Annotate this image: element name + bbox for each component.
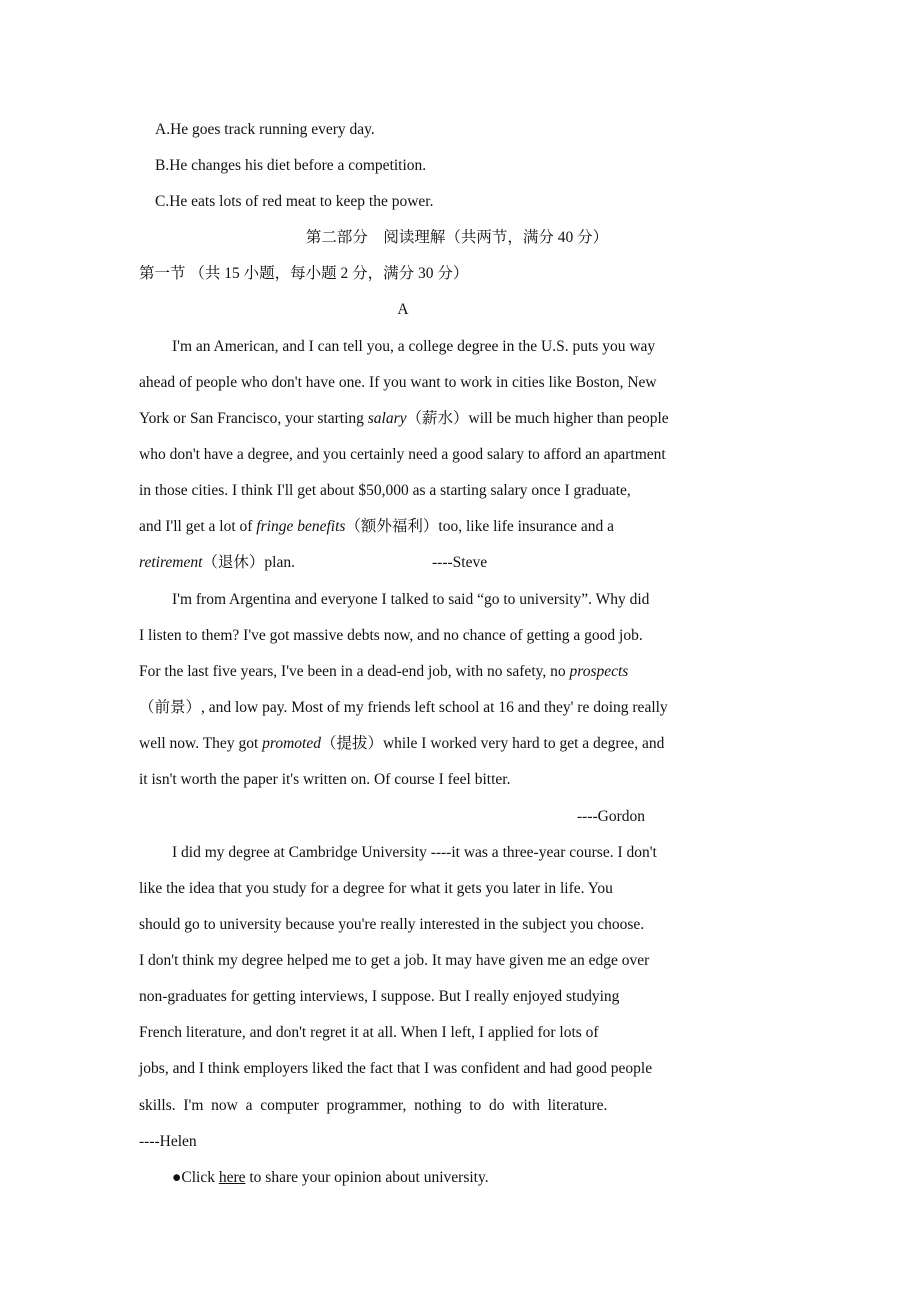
- passage-line: [139, 409, 669, 429]
- passage-line: [139, 987, 619, 1007]
- glossed-term: salary: [367, 410, 407, 427]
- section-heading: 第一节 （共 15 小题，每小题 2 分，满分 30 分）: [139, 265, 469, 282]
- line-text: it isn't worth the paper it's written on. Of course I feel bitter.: [139, 771, 511, 788]
- option-a: A.He goes track running every day.: [155, 121, 375, 138]
- glossed-term: fringe benefits: [256, 518, 346, 535]
- passage-line: [139, 517, 614, 537]
- line-text: （薪水）will be much higher than people: [406, 410, 669, 427]
- passage-line: [139, 698, 668, 718]
- passage-line: [172, 843, 657, 863]
- passage-line: [139, 734, 664, 754]
- option-c: C.He eats lots of red meat to keep the power.: [155, 193, 434, 210]
- passage-line: [139, 951, 649, 971]
- passage-line: [139, 553, 295, 573]
- line-text: French literature, and don't regret it at all. When I left, I applied for lots of: [139, 1024, 599, 1041]
- passage-line: [139, 1023, 599, 1043]
- line-text: （额外福利）too, like life insurance and a: [345, 518, 615, 535]
- glossed-term: retirement: [139, 554, 203, 571]
- here-link[interactable]: here: [218, 1169, 246, 1186]
- line-text: York or San Francisco, your starting: [139, 410, 368, 427]
- line-text: （退休）plan.: [202, 554, 295, 571]
- line-text: in those cities. I think I'll get about $50,000 as a starting salary once I graduate,: [139, 482, 631, 499]
- line-text: （提拔）while I worked very hard to get a degree, and: [320, 735, 665, 752]
- line-text: ahead of people who don't have one. If you want to work in cities like Boston, New: [139, 374, 657, 391]
- passage-line: [172, 337, 655, 357]
- line-text: I don't think my degree helped me to get a job. It may have given me an edge over: [139, 952, 650, 969]
- passage-line: [139, 662, 628, 682]
- passage-line: [139, 1096, 607, 1116]
- passage-line: [139, 445, 666, 465]
- signature-steve: ----Steve: [432, 554, 488, 571]
- line-text: （前景）, and low pay. Most of my friends left school at 16 and they' re doing really: [139, 699, 668, 716]
- line-text: I'm an American, and I can tell you, a college degree in the U.S. puts you way: [172, 338, 656, 355]
- line-text: like the idea that you study for a degree for what it gets you later in life. You: [139, 880, 613, 897]
- passage-line: [139, 373, 657, 393]
- footer-suffix: to share your opinion about university.: [245, 1169, 489, 1186]
- passage-line: [139, 770, 510, 790]
- line-text: should go to university because you're really interested in the subject you choose.: [139, 916, 645, 933]
- glossed-term: promoted: [262, 735, 321, 752]
- passage-line: [139, 1059, 652, 1079]
- line-text: For the last five years, I've been in a dead-end job, with no safety, no: [139, 663, 570, 680]
- line-text: jobs, and I think employers liked the fact that I was confident and had good people: [139, 1060, 653, 1077]
- line-text: well now. They got: [139, 735, 263, 752]
- line-text: skills. I'm now a computer programmer, nothing to do with literature.: [139, 1097, 608, 1114]
- signature-gordon: ----Gordon: [577, 808, 646, 825]
- footer-prefix: ●Click: [172, 1169, 219, 1186]
- glossed-term: prospects: [569, 663, 629, 680]
- line-text: I listen to them? I've got massive debts now, and no chance of getting a good job.: [139, 627, 643, 644]
- line-text: who don't have a degree, and you certainly need a good salary to afford an apartment: [139, 446, 666, 463]
- option-b: B.He changes his diet before a competition.: [155, 157, 427, 174]
- signature-helen: ----Helen: [139, 1133, 197, 1150]
- passage-line: [139, 626, 643, 646]
- share-opinion-line: [172, 1168, 489, 1188]
- passage-line: [139, 481, 631, 501]
- line-text: non-graduates for getting interviews, I suppose. But I really enjoyed studying: [139, 988, 620, 1005]
- passage-label: A: [397, 301, 409, 318]
- part-heading: 第二部分 阅读理解（共两节，满分 40 分）: [305, 229, 609, 246]
- passage-line: [139, 879, 613, 899]
- line-text: I'm from Argentina and everyone I talked to said “go to university”. Why did: [172, 591, 650, 608]
- line-text: and I'll get a lot of: [139, 518, 257, 535]
- line-text: I did my degree at Cambridge University ----it was a three-year course. I don't: [172, 844, 657, 861]
- passage-line: [172, 590, 649, 610]
- passage-line: [139, 915, 644, 935]
